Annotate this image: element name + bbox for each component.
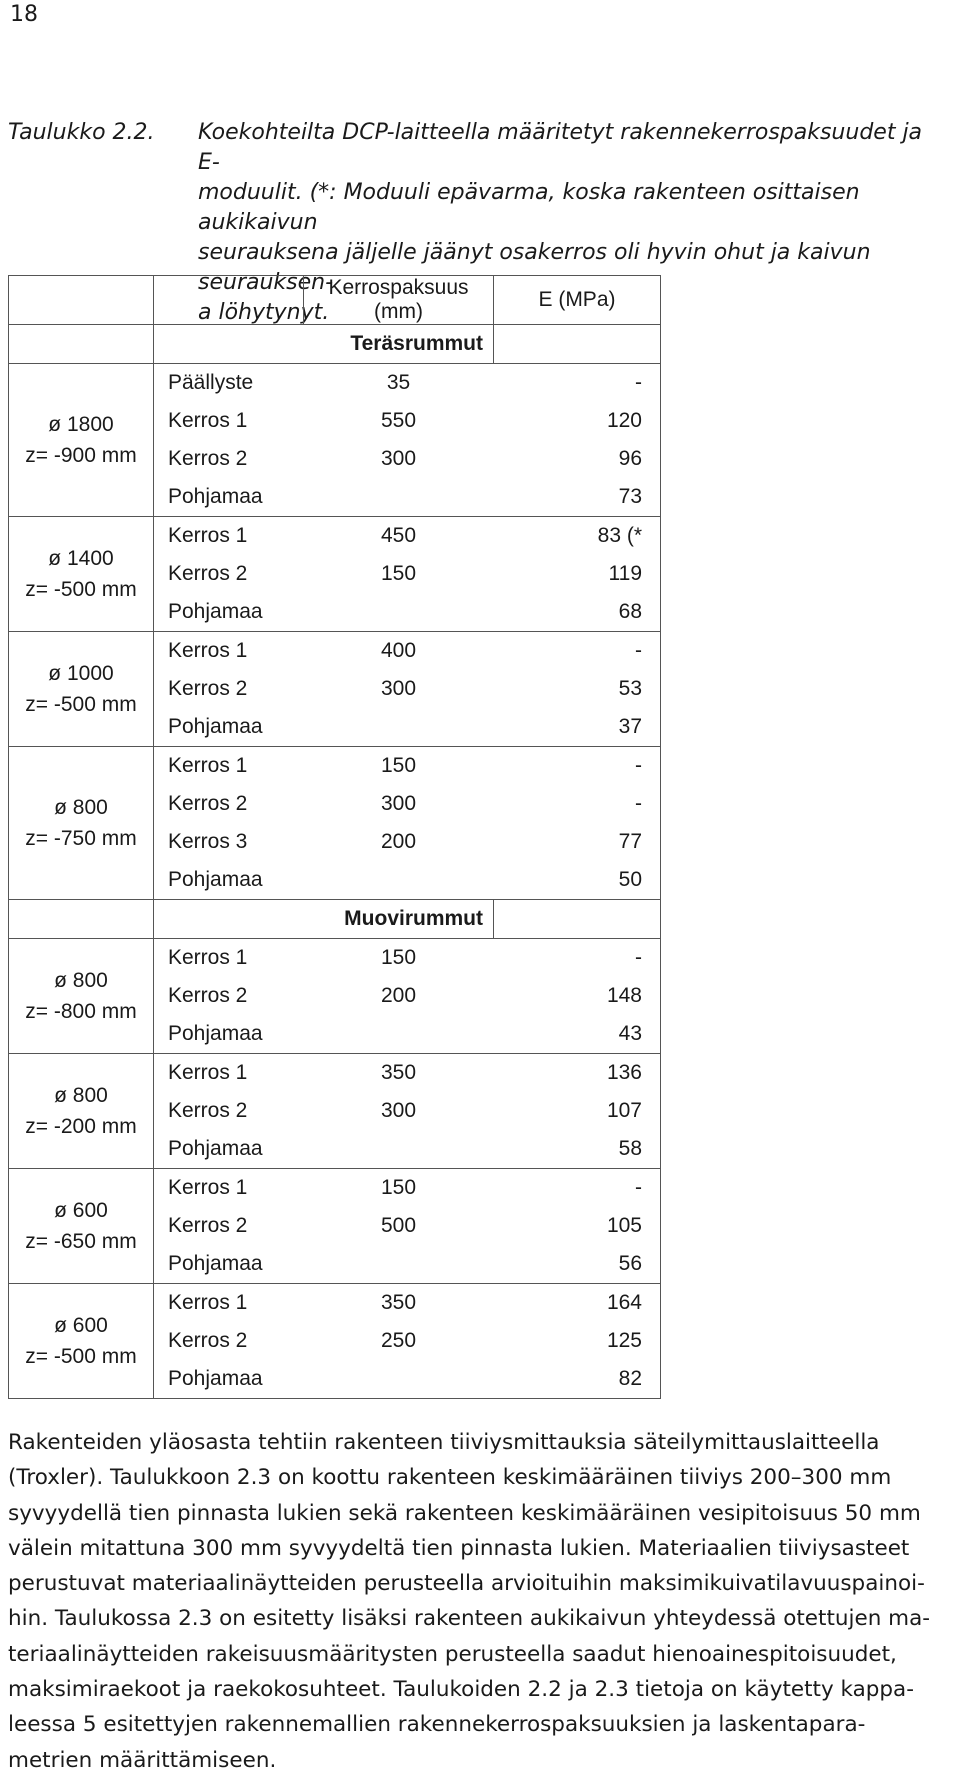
layer-name: Kerros 3 (154, 823, 304, 861)
table-row (9, 1284, 661, 1323)
site-diameter: ø 1400 (48, 547, 114, 570)
caption-line: Koekohteilta DCP-laitteella määritetyt rakennekerrospaksuudet ja E- (198, 120, 923, 175)
layer-name: Kerros 1 (154, 402, 304, 440)
site-label (9, 1284, 154, 1399)
site-label (9, 1054, 154, 1169)
thickness-value (304, 1245, 494, 1284)
modulus-value: 53 (494, 670, 661, 708)
results-table-body (9, 276, 661, 1399)
layer-name: Kerros 2 (154, 670, 304, 708)
paragraph-line: teriaalinäytteiden rakeisuusmääritysten perusteella saadut hienoainespitoisuudet, (8, 1641, 897, 1667)
modulus-value: 105 (494, 1207, 661, 1245)
layer-name: Pohjamaa (154, 593, 304, 632)
site-label (9, 747, 154, 900)
modulus-value: 120 (494, 402, 661, 440)
modulus-value: 136 (494, 1054, 661, 1093)
layer-name: Kerros 2 (154, 1322, 304, 1360)
table-row (9, 1054, 661, 1093)
thickness-value: 150 (304, 939, 494, 978)
layer-name: Pohjamaa (154, 478, 304, 517)
modulus-value: 83 (* (494, 517, 661, 556)
caption-label: Taulukko 2.2. (8, 120, 155, 145)
site-depth: z= -900 mm (25, 444, 137, 467)
layer-name: Kerros 2 (154, 785, 304, 823)
thickness-value: 500 (380, 1214, 417, 1237)
thickness-value: 300 (380, 677, 417, 700)
modulus-value: - (494, 364, 661, 403)
group-header-row (9, 325, 661, 364)
layer-name: Kerros 2 (154, 555, 304, 593)
modulus-header: E (MPa) (494, 276, 661, 325)
thickness-value: 35 (304, 364, 494, 403)
results-table (8, 275, 661, 1399)
layer-name: Pohjamaa (154, 1130, 304, 1169)
modulus-value: 56 (494, 1245, 661, 1284)
table-row (9, 1169, 661, 1208)
thickness-value (304, 478, 494, 517)
site-label (9, 1169, 154, 1284)
page-number: 18 (10, 2, 38, 27)
caption-line: a löhytynyt. (198, 300, 330, 325)
thickness-value (304, 861, 494, 900)
layer-name: Kerros 1 (154, 1054, 304, 1093)
thickness-value: 200 (380, 830, 417, 853)
site-depth: z= -750 mm (25, 827, 137, 850)
site-depth: z= -500 mm (25, 693, 137, 716)
site-diameter: ø 800 (54, 796, 108, 819)
thickness-value: 200 (380, 984, 417, 1007)
site-diameter: ø 800 (54, 1084, 108, 1107)
layer-name: Kerros 1 (154, 632, 304, 671)
layer-name: Pohjamaa (154, 1015, 304, 1054)
site-diameter: ø 800 (54, 969, 108, 992)
thickness-value (304, 1015, 494, 1054)
layer-name: Kerros 1 (154, 517, 304, 556)
site-depth: z= -650 mm (25, 1230, 137, 1253)
site-depth: z= -800 mm (25, 1000, 137, 1023)
site-diameter: ø 600 (54, 1199, 108, 1222)
thickness-value (304, 1130, 494, 1169)
layer-name: Kerros 1 (154, 747, 304, 786)
paragraph-line: välein mitattuna 300 mm syvyydeltä tien pinnasta lukien. Materiaalien tiiviysasteet (8, 1535, 910, 1561)
modulus-value: 148 (494, 977, 661, 1015)
group-empty-cell (9, 325, 154, 364)
body-paragraph (8, 1425, 956, 1778)
thickness-value: 150 (380, 562, 417, 585)
group-empty-cell (494, 900, 661, 939)
thickness-value: 350 (304, 1284, 494, 1323)
paragraph-line: (Troxler). Taulukkoon 2.3 on koottu rakenteen keskimääräinen tiiviys 200–300 mm (8, 1465, 892, 1491)
modulus-value: 37 (494, 708, 661, 747)
thickness-value (304, 593, 494, 632)
thickness-value: 350 (304, 1054, 494, 1093)
layer-name: Pohjamaa (154, 861, 304, 900)
modulus-value: 125 (494, 1322, 661, 1360)
group-header-row (9, 900, 661, 939)
thickness-value (304, 708, 494, 747)
site-diameter: ø 600 (54, 1314, 108, 1337)
modulus-value: - (494, 785, 661, 823)
modulus-value: - (494, 1169, 661, 1208)
group-title: Muovirummut (154, 900, 494, 939)
modulus-value: - (494, 939, 661, 978)
layer-name: Kerros 1 (154, 1284, 304, 1323)
table-row (9, 747, 661, 786)
thickness-value: 300 (380, 447, 417, 470)
site-diameter: ø 1000 (48, 662, 114, 685)
modulus-value: 77 (494, 823, 661, 861)
modulus-value: 82 (494, 1360, 661, 1399)
site-depth: z= -500 mm (25, 1345, 137, 1368)
modulus-value: - (494, 632, 661, 671)
modulus-value: 50 (494, 861, 661, 900)
layer-name: Kerros 2 (154, 440, 304, 478)
paragraph-line: syvyydellä tien pinnasta lukien sekä rakenteen keskimääräinen vesipitoisuus 50 mm (8, 1500, 921, 1526)
thickness-value: 300 (380, 1099, 417, 1122)
thickness-value (304, 1360, 494, 1399)
modulus-value: 164 (494, 1284, 661, 1323)
layer-name: Päällyste (154, 364, 304, 403)
group-title: Teräsrummut (154, 325, 494, 364)
group-empty-cell (9, 900, 154, 939)
site-depth: z= -500 mm (25, 578, 137, 601)
paragraph-line: metrien määrittämiseen. (8, 1747, 277, 1773)
thickness-value: 450 (304, 517, 494, 556)
modulus-value: 43 (494, 1015, 661, 1054)
table-row (9, 517, 661, 556)
paragraph-line: leessa 5 esitettyjen rakennemallien rakennekerrospaksuuksien ja laskentapara- (8, 1712, 866, 1738)
caption-line: moduulit. (*: Moduuli epävarma, koska rakenteen osittaisen aukikaivun (198, 180, 860, 235)
modulus-value: - (494, 747, 661, 786)
table-row (9, 364, 661, 403)
site-label (9, 517, 154, 632)
layer-name: Pohjamaa (154, 708, 304, 747)
paragraph-line: perustuvat materiaalinäytteiden perusteella arvioituihin maksimikuivatilavuuspainoi- (8, 1571, 925, 1597)
group-empty-cell (494, 325, 661, 364)
paragraph-line: Rakenteiden yläosasta tehtiin rakenteen tiiviysmittauksia säteilymittauslaitteella (8, 1430, 880, 1455)
modulus-value: 107 (494, 1092, 661, 1130)
thickness-value: 400 (304, 632, 494, 671)
layer-name: Kerros 2 (154, 1092, 304, 1130)
table-row (9, 939, 661, 978)
layer-name: Kerros 1 (154, 1169, 304, 1208)
layer-name: Kerros 2 (154, 1207, 304, 1245)
caption-line: seurauksena jäljelle jäänyt osakerros oli hyvin ohut ja kaivun seurauksen- (198, 240, 871, 295)
layer-name: Pohjamaa (154, 1360, 304, 1399)
header-row (9, 276, 661, 325)
thickness-value: 300 (380, 792, 417, 815)
layer-name: Kerros 1 (154, 939, 304, 978)
modulus-value: 73 (494, 478, 661, 517)
layer-name: Kerros 2 (154, 977, 304, 1015)
thickness-value: 150 (304, 747, 494, 786)
thickness-value: 250 (380, 1329, 417, 1352)
site-depth: z= -200 mm (25, 1115, 137, 1138)
paragraph-line: maksimiraekoot ja raekokosuhteet. Taulukoiden 2.2 ja 2.3 tietoja on käytetty kappa- (8, 1677, 914, 1703)
thickness-value: 550 (380, 409, 417, 432)
modulus-value: 68 (494, 593, 661, 632)
site-label (9, 364, 154, 517)
modulus-value: 119 (494, 555, 661, 593)
header-empty-cell (9, 276, 154, 325)
layer-name: Pohjamaa (154, 1245, 304, 1284)
thickness-value: 150 (304, 1169, 494, 1208)
site-label (9, 939, 154, 1054)
paragraph-line: hin. Taulukossa 2.3 on esitetty lisäksi rakenteen aukikaivun yhteydessä otettujen ma- (8, 1606, 931, 1632)
table-row (9, 632, 661, 671)
modulus-value: 58 (494, 1130, 661, 1169)
modulus-value: 96 (494, 440, 661, 478)
site-label (9, 632, 154, 747)
header-empty-cell (154, 276, 304, 325)
site-diameter: ø 1800 (48, 413, 114, 436)
thickness-header: Kerrospaksuus (mm) (304, 276, 494, 325)
